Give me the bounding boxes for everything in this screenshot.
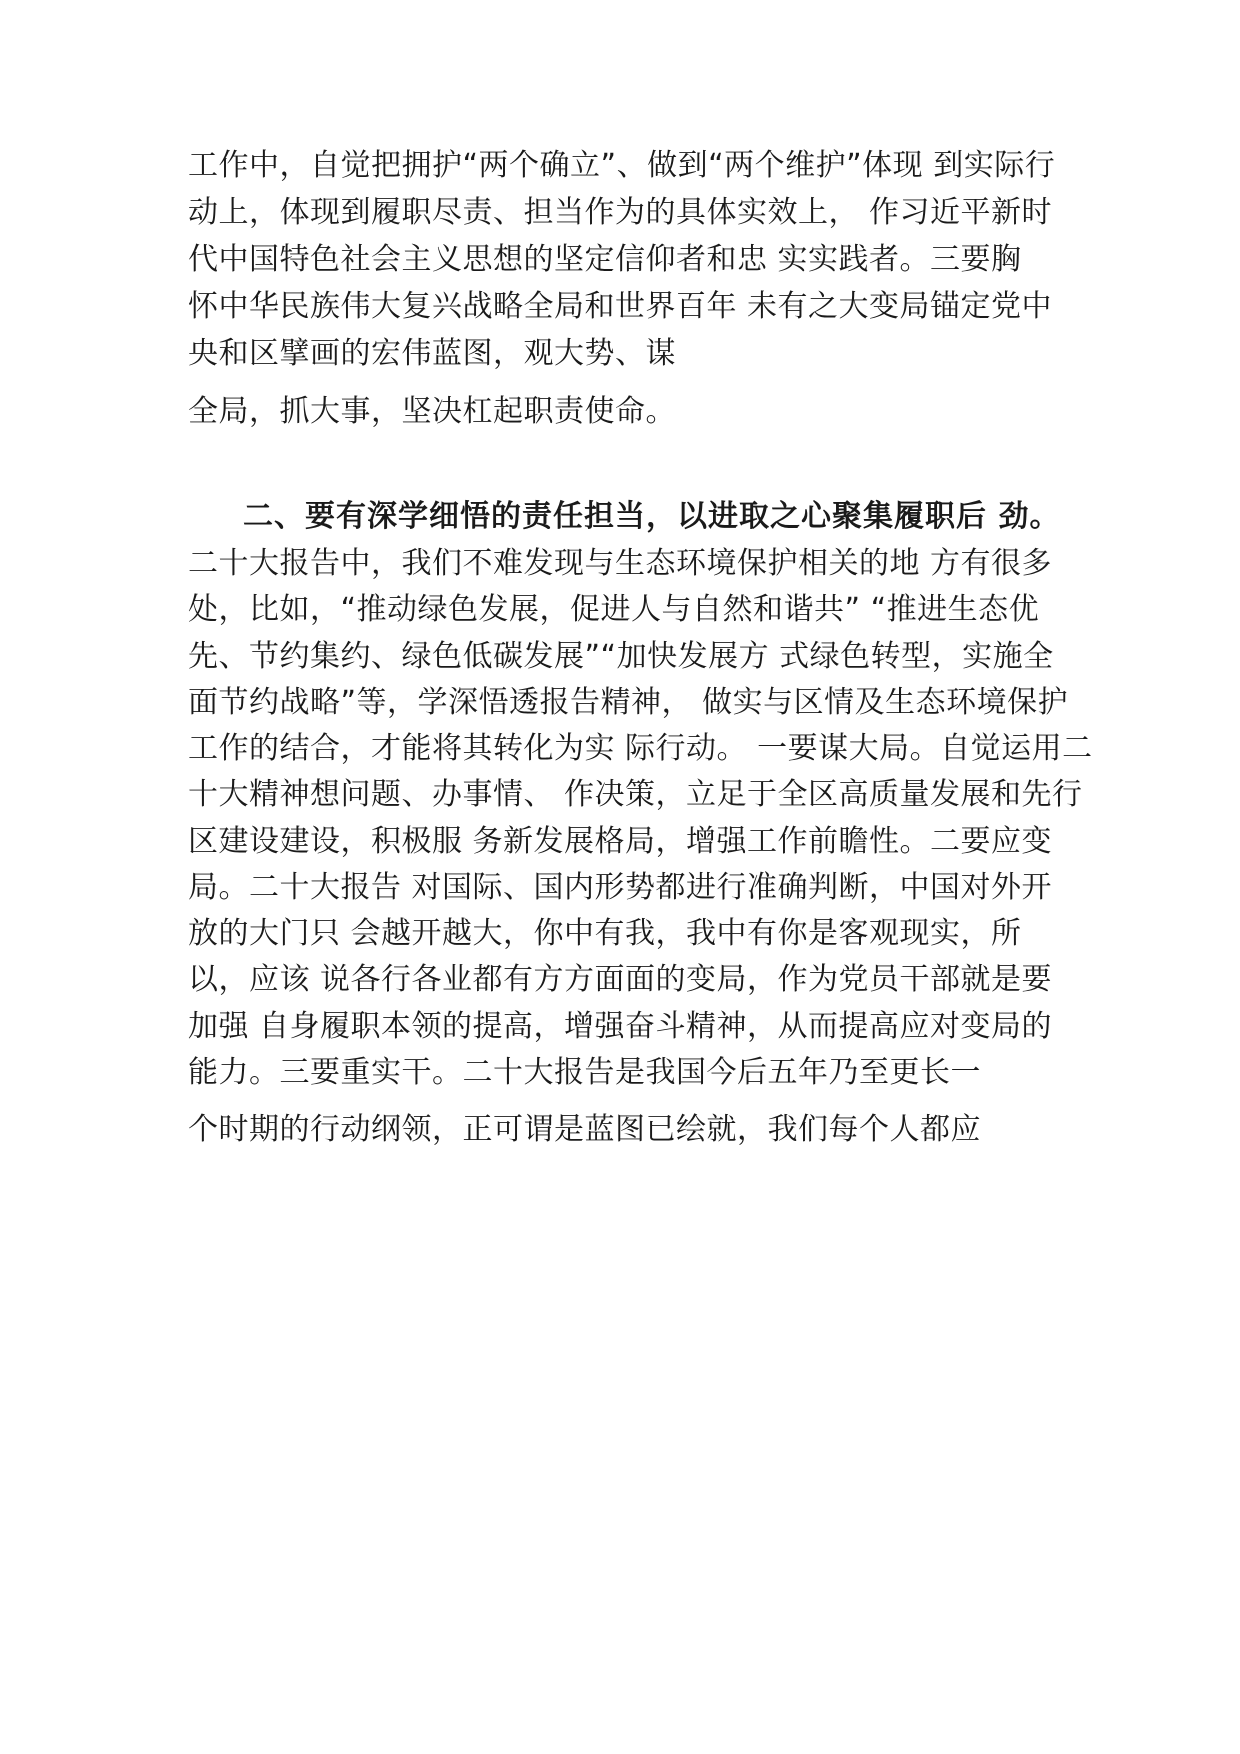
body-text-line: 十大精神想问题、办事情、 作决策，立足于全区高质量发展和先行 [188, 777, 1083, 812]
body-text-line: 面节约战略”等，学深悟透报告精神， 做实与区情及生态环境保护 [188, 685, 1069, 720]
body-text-line: 加强 自身履职本领的提高，增强奋斗精神，从而提高应对变局的 [188, 1009, 1053, 1044]
body-text-line: 二十大报告中，我们不难发现与生态环境保护相关的地 方有很多 [188, 546, 1053, 581]
body-text-line: 代中国特色社会主义思想的坚定信仰者和忠 实实践者。三要胸 [188, 242, 1022, 277]
body-text-line: 放的大门只 会越开越大，你中有我，我中有你是客观现实，所 [188, 916, 1022, 951]
body-text-line: 先、节约集约、绿色低碳发展”“加快发展方 式绿色转型，实施全 [188, 639, 1054, 674]
body-text-line: 工作的结合，才能将其转化为实 际行动。 一要谋大局。自觉运用二 [188, 731, 1093, 766]
body-text-line: 区建设建设，积极服 务新发展格局，增强工作前瞻性。二要应变 [188, 824, 1053, 859]
body-text-line: 怀中华民族伟大复兴战略全局和世界百年 未有之大变局锚定党中 [188, 289, 1053, 324]
body-text-line: 央和区擘画的宏伟蓝图，观大势、谋 [188, 336, 676, 371]
body-text-line: 个时期的行动纲领，正可谓是蓝图已绘就，我们每个人都应 [188, 1112, 981, 1147]
body-text-line: 能力。三要重实干。二十大报告是我国今后五年乃至更长一 [188, 1055, 981, 1090]
body-text-line: 全局，抓大事，坚决杠起职责使命。 [188, 394, 676, 429]
body-text-line: 局。二十大报告 对国际、国内形势都进行准确判断，中国对外开 [188, 870, 1053, 905]
body-text-line: 工作中，自觉把拥护“两个确立”、做到“两个维护”体现 到实际行 [188, 148, 1056, 183]
body-text-line: 动上，体现到履职尽责、担当作为的具体实效上， 作习近平新时 [188, 195, 1053, 230]
body-text-line: 以，应该 说各行各业都有方方面面的变局，作为党员干部就是要 [188, 962, 1053, 997]
section-heading: 二、要有深学细悟的责任担当，以进取之心聚集履职后 劲。 [243, 499, 1061, 534]
body-text-line: 处，比如，“推动绿色发展，促进人与自然和谐共” “推进生态优 [188, 592, 1040, 627]
